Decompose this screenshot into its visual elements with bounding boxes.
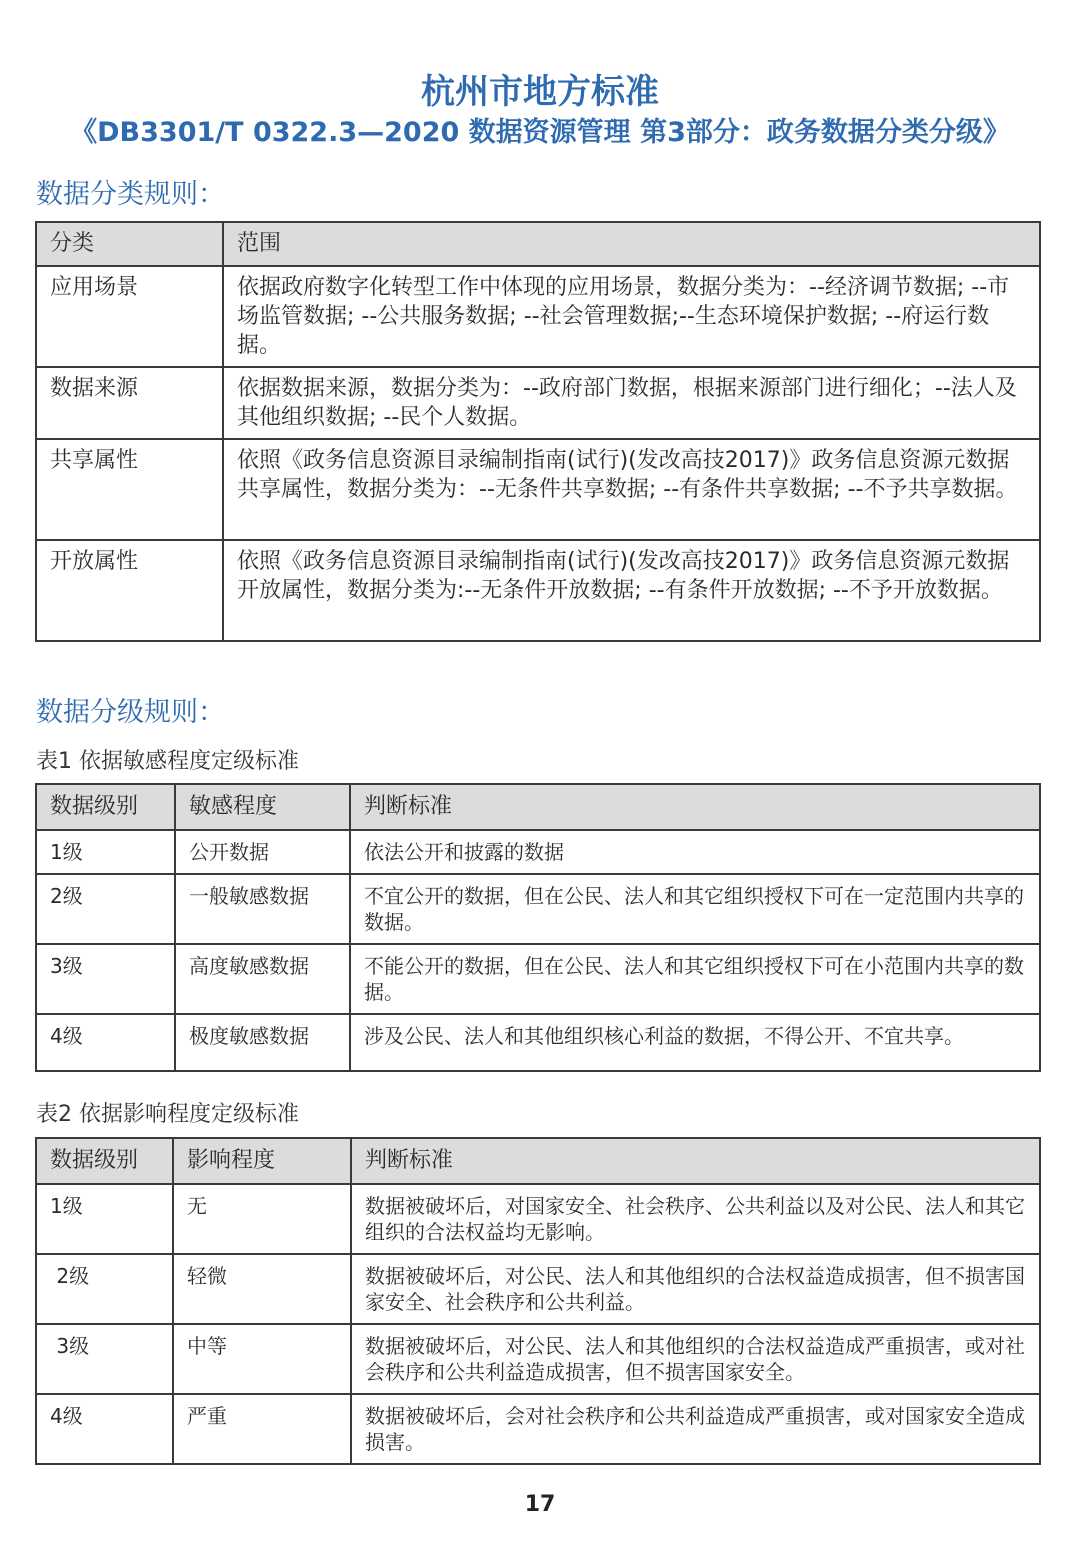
criteria-cell: 数据被破坏后，对公民、法人和其他组织的合法权益造成损害，但不损害国家安全、社会秩序和公共利益。 [351,1254,1040,1324]
criteria-cell: 数据被破坏后，对公民、法人和其他组织的合法权益造成严重损害，或对社会秩序和公共利益造成损害，但不损害国家安全。 [351,1324,1040,1394]
degree-cell: 轻微 [173,1254,351,1324]
scope-cell: 依照《政务信息资源目录编制指南(试行)(发改高技2017)》政务信息资源元数据开放属性，数据分类为:--无条件开放数据; --有条件开放数据; --不予开放数据。 [223,540,1040,641]
page-title: 杭州市地方标准 [421,72,659,112]
criteria-cell: 不宜公开的数据，但在公民、法人和其它组织授权下可在一定范围内共享的数据。 [350,874,1040,944]
level-cell: 1级 [36,1184,173,1254]
degree-cell: 极度敏感数据 [175,1014,350,1071]
table-row [36,1324,1040,1394]
table-row [36,266,1040,367]
column-header: 判断标准 [351,1138,1040,1184]
degree-cell: 公开数据 [175,830,350,874]
degree-cell: 高度敏感数据 [175,944,350,1014]
degree-cell: 中等 [173,1324,351,1394]
scope-cell: 依据数据来源，数据分类为：--政府部门数据，根据来源部门进行细化；--法人及其他组织数据; --民个人数据。 [223,367,1040,439]
standard-subtitle: 《DB3301/T 0322.3—2020 数据资源管理 第3部分：政务数据分类分级》 [70,117,1010,148]
column-header: 分类 [36,222,223,266]
sensitivity-table-caption: 表1 依据敏感程度定级标准 [36,749,299,774]
criteria-cell: 不能公开的数据，但在公民、法人和其它组织授权下可在小范围内共享的数据。 [350,944,1040,1014]
criteria-cell: 数据被破坏后，对国家安全、社会秩序、公共利益以及对公民、法人和其它组织的合法权益均无影响。 [351,1184,1040,1254]
table-header-row [36,222,1040,266]
scope-cell: 依据政府数字化转型工作中体现的应用场景，数据分类为：--经济调节数据; --市场监管数据; --公共服务数据; --社会管理数据;--生态环境保护数据; --府运行数据。 [223,266,1040,367]
column-header: 影响程度 [173,1138,351,1184]
column-header: 判断标准 [350,784,1040,830]
category-cell: 数据来源 [36,367,223,439]
degree-cell: 严重 [173,1394,351,1464]
level-cell: 4级 [36,1394,173,1464]
scope-cell: 依照《政务信息资源目录编制指南(试行)(发改高技2017)》政务信息资源元数据共享属性，数据分类为：--无条件共享数据; --有条件共享数据; --不予共享数据。 [223,439,1040,540]
degree-cell: 一般敏感数据 [175,874,350,944]
category-cell: 开放属性 [36,540,223,641]
sensitivity-table [35,783,1041,1072]
table-row [36,367,1040,439]
level-cell: 3级 [36,1324,173,1394]
table-row [36,1184,1040,1254]
table-header-row [36,784,1040,830]
table-header-row [36,1138,1040,1184]
category-cell: 共享属性 [36,439,223,540]
level-cell: 4级 [36,1014,175,1071]
table-row [36,874,1040,944]
grading-heading: 数据分级规则： [36,697,225,728]
impact-table [35,1137,1041,1465]
table-row [36,830,1040,874]
criteria-cell: 数据被破坏后，会对社会秩序和公共利益造成严重损害，或对国家安全造成损害。 [351,1394,1040,1464]
degree-cell: 无 [173,1184,351,1254]
criteria-cell: 依法公开和披露的数据 [350,830,1040,874]
level-cell: 2级 [36,1254,173,1324]
level-cell: 3级 [36,944,175,1014]
page-number: 17 [524,1492,556,1517]
level-cell: 1级 [36,830,175,874]
table-row [36,1394,1040,1464]
table-row [36,540,1040,641]
table-row [36,1014,1040,1071]
level-cell: 2级 [36,874,175,944]
column-header: 数据级别 [36,784,175,830]
table-row [36,1254,1040,1324]
table-row [36,439,1040,540]
column-header: 范围 [223,222,1040,266]
column-header: 敏感程度 [175,784,350,830]
impact-table-caption: 表2 依据影响程度定级标准 [36,1102,299,1127]
classification-heading: 数据分类规则： [36,179,225,210]
column-header: 数据级别 [36,1138,173,1184]
classification-table [35,221,1041,642]
table-row [36,944,1040,1014]
criteria-cell: 涉及公民、法人和其他组织核心利益的数据，不得公开、不宜共享。 [350,1014,1040,1071]
category-cell: 应用场景 [36,266,223,367]
